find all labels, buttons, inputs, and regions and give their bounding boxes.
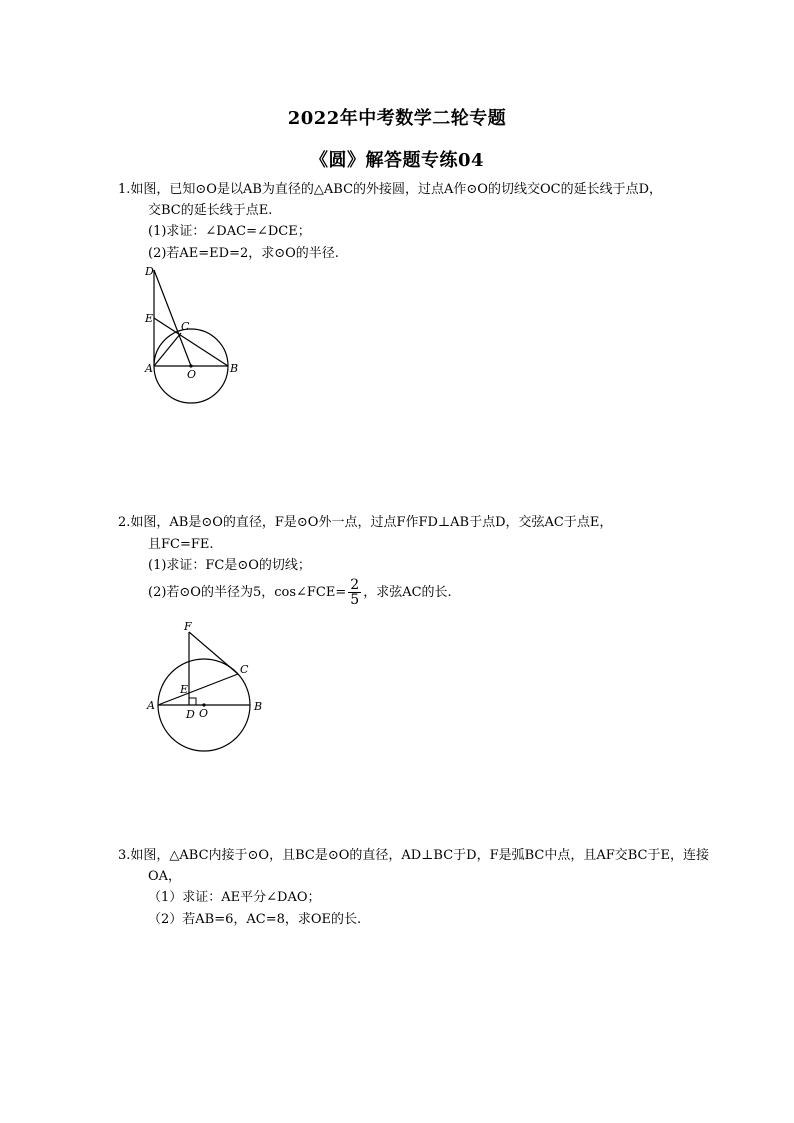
q2-label-a: A <box>147 699 155 712</box>
q1-line-eb <box>154 318 228 366</box>
q2-part2 <box>148 578 452 608</box>
q1-label-c: C <box>181 320 190 333</box>
q2-label-c: C <box>240 663 249 676</box>
q2-part2-post: ，求弦AC的长. <box>363 585 452 600</box>
q2-label-d: D <box>186 708 195 721</box>
q2-part1: (1)求证：FC是⊙O的切线； <box>148 558 311 573</box>
q2-label-f: F <box>184 620 192 633</box>
q3-stem-line1: 3.如图，△ABC内接于⊙O，且BC是⊙O的直径，AD⊥BC于D，F是弧BC中点，且AF交BC于E，连接 <box>118 848 709 863</box>
q2-geometry-figure <box>144 618 274 758</box>
q2-label-b: B <box>254 700 263 713</box>
q2-line-fc <box>189 632 238 674</box>
q1-stem-line1: 1.如图，已知⊙O是以AB为直径的△ABC的外接圆，过点A作⊙O的切线交OC的延长线于点D， <box>118 182 662 197</box>
q2-stem-line2: 且FC=FE. <box>148 537 214 552</box>
q1-geometry-figure <box>140 262 250 407</box>
q1-label-e: E <box>145 312 154 325</box>
q2-fraction-denominator: 5 <box>350 592 360 608</box>
q1-stem-line2: 交BC的延长线于点E. <box>148 203 273 218</box>
q3-part1: （1）求证：AE平分∠DAO； <box>148 890 321 905</box>
q2-chord-ac <box>158 674 238 705</box>
q2-fraction-numerator: 2 <box>350 577 360 593</box>
q1-label-b: B <box>230 362 239 375</box>
q2-right-angle-mark <box>189 698 196 705</box>
page-subtitle: 《圆》解答题专练04 <box>309 150 485 171</box>
q2-label-e: E <box>180 683 189 696</box>
q2-stem-line1: 2.如图，AB是⊙O的直径，F是⊙O外一点，过点F作FD⊥AB于点D，交弦AC于点E， <box>118 515 613 530</box>
q2-label-o: O <box>199 707 209 720</box>
q1-label-a: A <box>145 362 153 375</box>
q3-part2: （2）若AB=6，AC=8，求OE的长. <box>148 912 362 927</box>
q1-part2: (2)若AE=ED=2，求⊙O的半径. <box>148 246 339 261</box>
q1-line-do <box>154 270 191 366</box>
q1-label-d: D <box>145 265 154 278</box>
q2-fraction <box>348 578 361 607</box>
q1-part1: (1)求证：∠DAC=∠DCE； <box>148 224 311 239</box>
q2-part2-pre: (2)若⊙O的半径为5，cos∠FCE= <box>148 585 347 600</box>
page-title: 2022年中考数学二轮专题 <box>287 108 507 129</box>
q3-stem-line2: OA， <box>148 869 182 884</box>
q1-label-o: O <box>187 368 197 381</box>
